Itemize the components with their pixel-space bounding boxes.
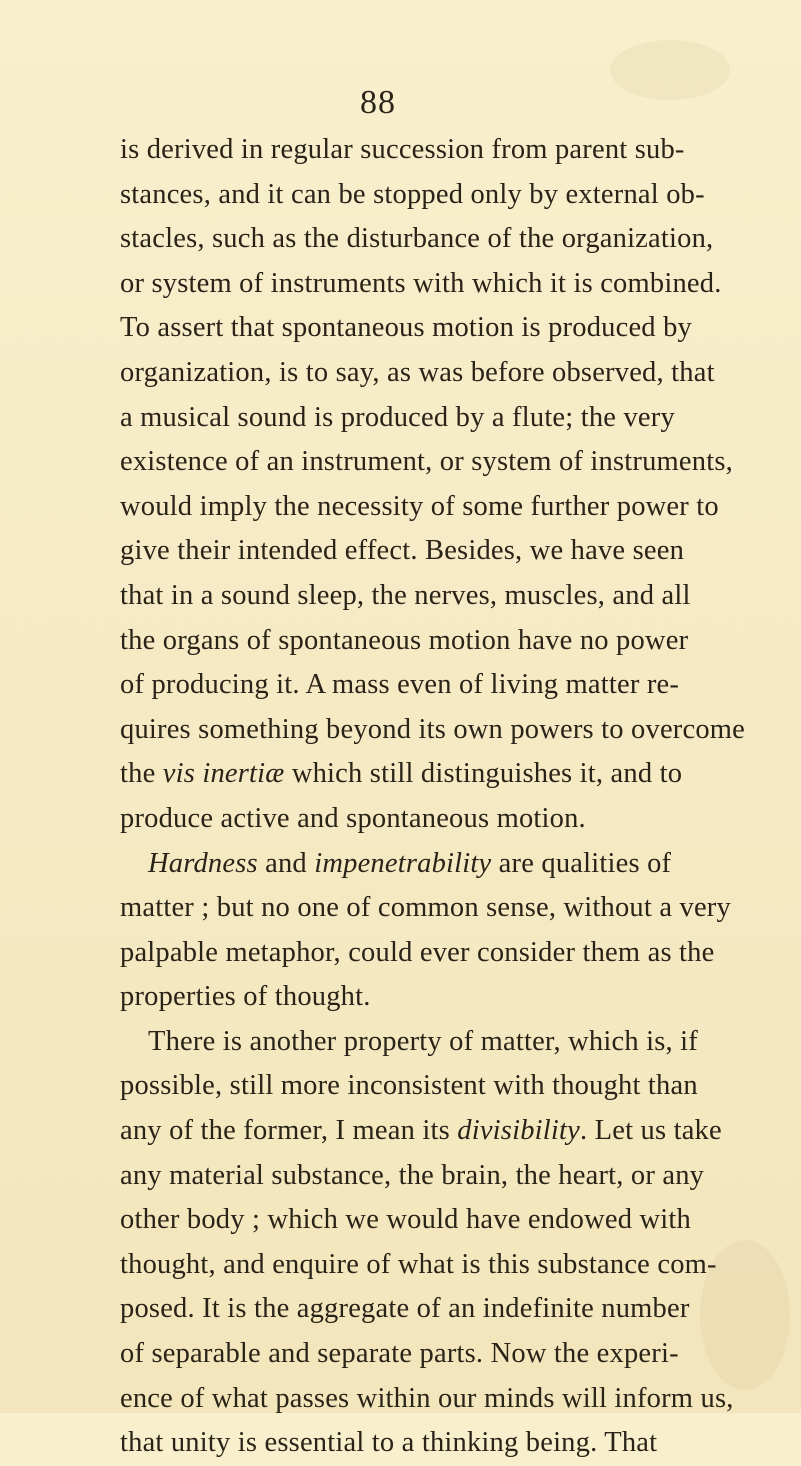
text-run: which still distinguishes it, and to (284, 758, 683, 790)
text-line: of separable and separate parts. Now the experi- (120, 1338, 679, 1370)
text-line: that in a sound sleep, the nerves, muscles, and all (120, 579, 691, 611)
text-line: quires something beyond its own powers to overcome (120, 713, 746, 745)
text-line: give their intended effect. Besides, we have seen (120, 535, 685, 567)
text-line: stances, and it can be stopped only by external ob- (120, 178, 705, 210)
text-line: other body ; which we would have endowed with (120, 1204, 691, 1236)
text-line: ence of what passes within our minds will inform us, (120, 1382, 734, 1414)
text-line: the organs of spontaneous motion have no power (120, 624, 689, 656)
text-line: or system of instruments with which it is combined. (120, 267, 722, 299)
text-line: properties of thought. (120, 981, 371, 1013)
italic-term: vis inertiæ (162, 758, 285, 790)
text-line: To assert that spontaneous motion is produced by (120, 312, 692, 344)
text-line: There is another property of matter, which is, if (148, 1025, 698, 1057)
text-line: of producing it. A mass even of living matter re- (120, 669, 680, 701)
text-line: posed. It is the aggregate of an indefinite number (120, 1293, 690, 1325)
page-number: 88 (360, 84, 396, 121)
text-line: possible, still more inconsistent with thought than (120, 1070, 698, 1102)
text-line: that unity is essential to a thinking being. That (120, 1427, 658, 1459)
text-line: a musical sound is produced by a flute; the very (120, 401, 675, 433)
text-line: stacles, such as the disturbance of the organization, (120, 223, 714, 255)
text-line: matter ; but no one of common sense, without a very (120, 892, 731, 924)
paper-stain (610, 40, 730, 100)
text-line: existence of an instrument, or system of instruments, (120, 446, 733, 478)
text-run: any of the former, I mean its (120, 1115, 458, 1147)
italic-term: Hardness (148, 847, 258, 879)
text-line: organization, is to say, as was before observed, that (120, 356, 715, 388)
text-line: thought, and enquire of what is this substance com- (120, 1248, 717, 1280)
body-text (120, 128, 746, 1466)
text-run: . Let us take (579, 1115, 722, 1147)
text-line (120, 752, 730, 797)
text-line: produce active and spontaneous motion. (120, 802, 586, 834)
italic-term: divisibility (457, 1115, 580, 1147)
text-line: palpable metaphor, could ever consider them as the (120, 936, 715, 968)
text-line: is derived in regular succession from parent sub- (120, 134, 685, 165)
text-run: are qualities of (491, 847, 672, 879)
text-line: would imply the necessity of some further power to (120, 490, 719, 522)
text-line (120, 842, 730, 887)
text-run: and (257, 847, 315, 879)
italic-term: impenetrability (314, 847, 492, 879)
text-run: the (120, 758, 163, 790)
text-line: any material substance, the brain, the heart, or any (120, 1159, 705, 1191)
text-line (120, 1109, 730, 1154)
